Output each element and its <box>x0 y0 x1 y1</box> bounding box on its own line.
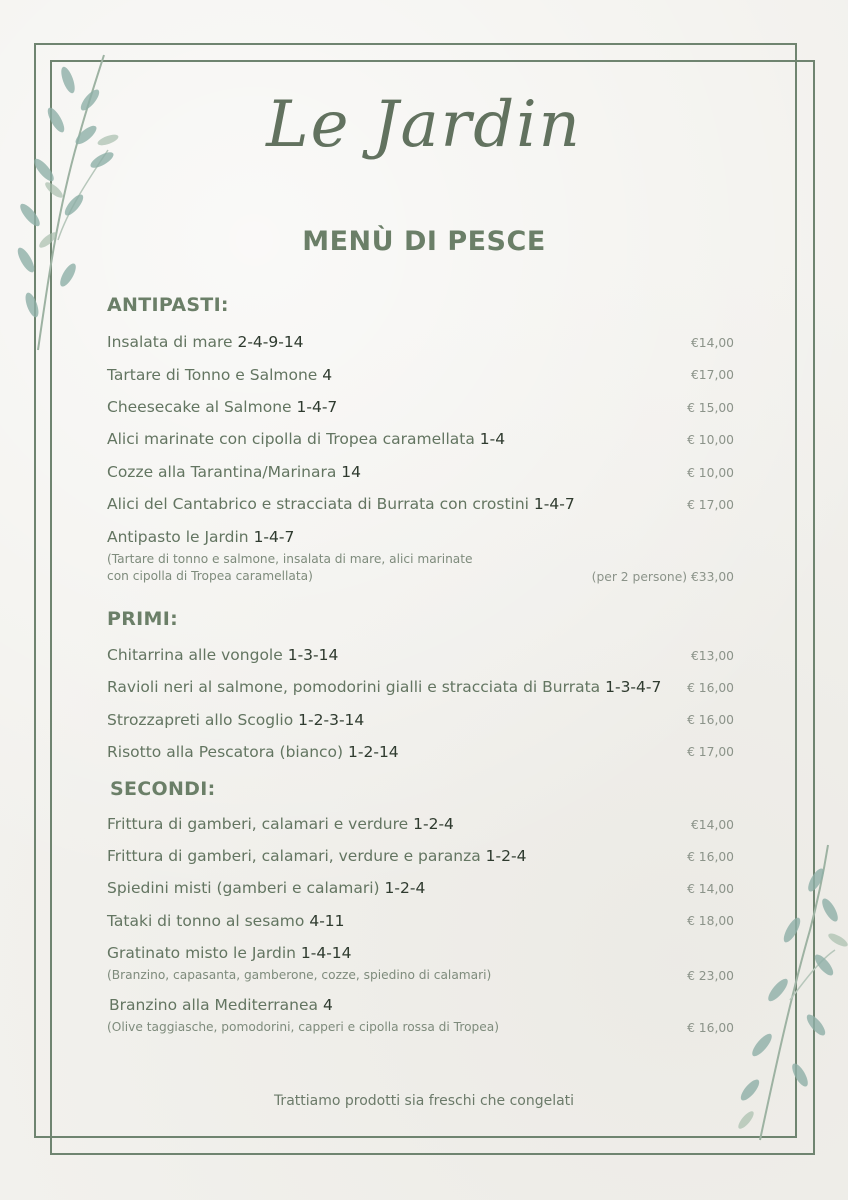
item-price: € 16,00 <box>687 681 734 695</box>
item-name: Risotto alla Pescatora (bianco) <box>107 743 344 761</box>
item-price: € 23,00 <box>687 969 734 983</box>
item-price: € 16,00 <box>687 850 734 864</box>
item-price: €13,00 <box>690 649 734 663</box>
item-name: Alici marinate con cipolla di Tropea caramellata <box>107 430 475 448</box>
item-price: € 18,00 <box>687 914 734 928</box>
menu-item <box>107 815 454 833</box>
item-allergens: 1-2-3-14 <box>298 711 365 729</box>
item-allergens: 1-3-14 <box>287 646 339 664</box>
menu-item <box>107 495 575 513</box>
item-allergens: 1-4-7 <box>533 495 575 513</box>
item-name: Spiedini misti (gamberi e calamari) <box>107 879 380 897</box>
item-description: (Olive taggiasche, pomodorini, capperi e cipolla rossa di Tropea) <box>107 1020 499 1034</box>
menu-item <box>107 743 399 761</box>
item-price: € 10,00 <box>687 433 734 447</box>
item-allergens: 1-2-4 <box>413 815 454 833</box>
item-price: € 10,00 <box>687 466 734 480</box>
menu-item <box>109 996 333 1014</box>
item-price: € 17,00 <box>687 498 734 512</box>
item-description: (Branzino, capasanta, gamberone, cozze, spiedino di calamari) <box>107 968 492 982</box>
menu-item <box>107 944 352 962</box>
item-allergens: 14 <box>341 463 362 481</box>
item-price: €14,00 <box>690 818 734 832</box>
item-name: Gratinato misto le Jardin <box>107 944 296 962</box>
menu-subtitle: MENÙ DI PESCE <box>302 226 546 257</box>
item-name: Antipasto le Jardin <box>107 528 249 546</box>
item-price: € 15,00 <box>687 401 734 415</box>
item-name: Chitarrina alle vongole <box>107 646 283 664</box>
item-allergens: 2-4-9-14 <box>237 333 304 351</box>
footer-note: Trattiamo prodotti sia freschi che congelati <box>273 1093 575 1109</box>
item-name: Tartare di Tonno e Salmone <box>107 366 318 384</box>
item-allergens: 1-2-14 <box>348 743 399 761</box>
item-description: con cipolla di Tropea caramellata) <box>107 569 313 583</box>
item-name: Strozzapreti allo Scoglio <box>107 711 294 729</box>
item-name: Alici del Cantabrico e stracciata di Burrata con crostini <box>107 495 529 513</box>
item-price: (per 2 persone) €33,00 <box>591 570 734 584</box>
menu-item <box>107 678 661 696</box>
menu-item <box>107 463 361 481</box>
item-name: Cheesecake al Salmone <box>107 398 292 416</box>
menu-item <box>107 711 364 729</box>
menu-item <box>107 398 337 416</box>
item-price: € 14,00 <box>687 882 734 896</box>
section-heading-primi: PRIMI: <box>107 608 178 630</box>
item-name: Ravioli neri al salmone, pomodorini gialli e stracciata di Burrata <box>107 678 601 696</box>
item-allergens: 1-2-4 <box>485 847 527 865</box>
item-price: € 16,00 <box>687 1021 734 1035</box>
menu-item <box>107 366 332 384</box>
item-price: €14,00 <box>690 336 734 350</box>
menu-item <box>107 847 526 865</box>
item-allergens: 1-2-4 <box>384 879 426 897</box>
item-price: € 17,00 <box>687 745 734 759</box>
item-name: Tataki di tonno al sesamo <box>107 912 305 930</box>
item-allergens: 1-4-7 <box>296 398 338 416</box>
section-heading-secondi: SECONDI: <box>110 778 216 800</box>
item-price: € 16,00 <box>687 713 734 727</box>
item-name: Cozze alla Tarantina/Marinara <box>107 463 337 481</box>
menu-item <box>107 430 505 448</box>
item-allergens: 1-4-7 <box>253 528 295 546</box>
item-name: Insalata di mare <box>107 333 233 351</box>
item-allergens: 4 <box>322 366 333 384</box>
menu-item <box>107 912 345 930</box>
item-allergens: 4 <box>322 996 333 1014</box>
section-heading-antipasti: ANTIPASTI: <box>107 294 229 316</box>
item-allergens: 1-4-14 <box>300 944 352 962</box>
item-price: €17,00 <box>690 368 734 382</box>
item-name: Frittura di gamberi, calamari, verdure e paranza <box>107 847 481 865</box>
item-allergens: 1-4 <box>479 430 506 448</box>
menu-item <box>107 879 425 897</box>
item-name: Branzino alla Mediterranea <box>109 996 319 1014</box>
menu-item <box>107 333 304 351</box>
item-allergens: 4-11 <box>309 912 345 930</box>
item-allergens: 1-3-4-7 <box>605 678 662 696</box>
menu-item <box>107 646 338 664</box>
restaurant-title: Le Jardin <box>266 88 582 162</box>
item-name: Frittura di gamberi, calamari e verdure <box>107 815 409 833</box>
menu-item <box>107 528 294 546</box>
item-description: (Tartare di tonno e salmone, insalata di mare, alici marinate <box>107 552 473 566</box>
